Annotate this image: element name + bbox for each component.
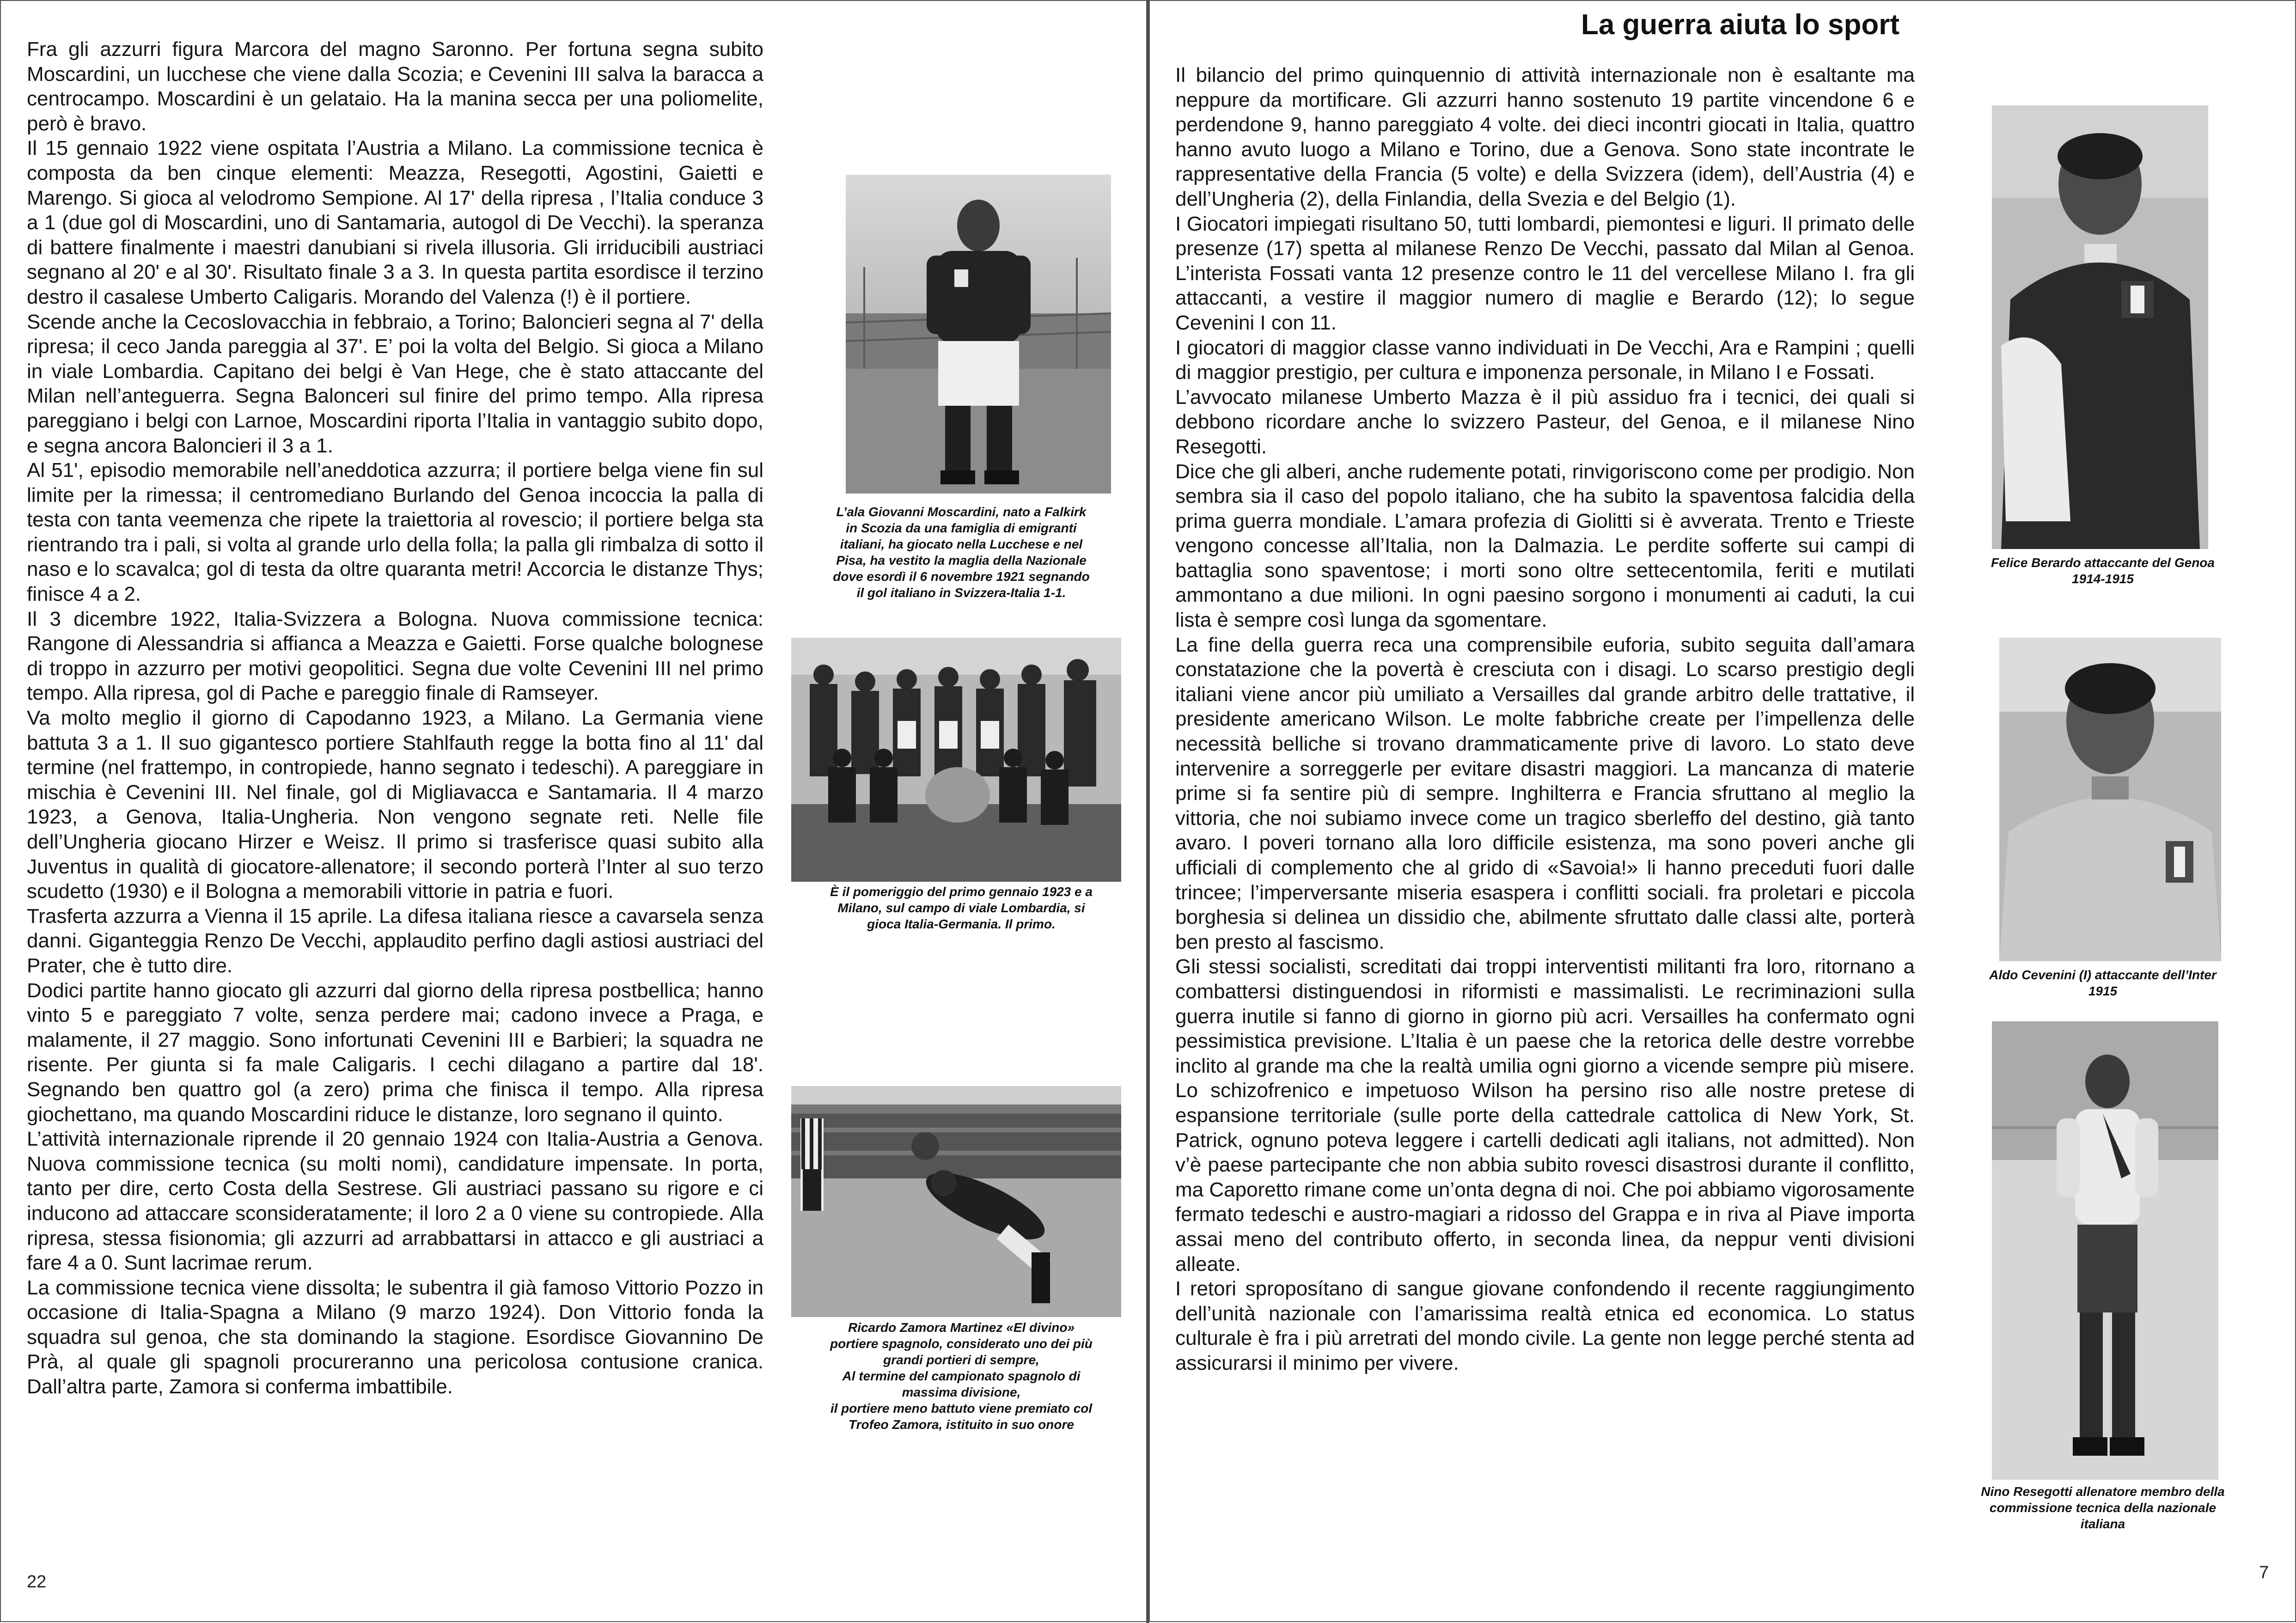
caption-line: Nino Resegotti allenatore membro della <box>1981 1484 2225 1499</box>
caption-line: Pisa, ha vestito la maglia della Nazionale <box>836 553 1087 567</box>
paragraph: Scende anche la Cecoslovacchia in febbraio, a Torino; Baloncieri segna al 7' della ripresa; il ceco Janda pareggia al 37'. E’ poi la volta del Belgio. Si gioca a Milano in viale Lombardia. Capitano dei belgi è Van Hege, che è stato attaccante del Milan nell’anteguerra. Segna Balonceri sul finire del primo tempo. Alla ripresa pareggiano i belgi con Larnoe, Moscardini riporta l’Italia in vantaggio subito dopo, e segna ancora Baloncieri il 3 a 1. <box>27 310 763 457</box>
moscardini-caption <box>781 504 1142 601</box>
moscardini-photo <box>846 175 1111 494</box>
zamora-caption <box>781 1319 1142 1433</box>
paragraph: I retori sproposítano di sangue giovane confondendo il recente raggiungimento dell’unità nazionale con l’amarissima realtà etnica ed economica. Lo status culturale è fra i più arretrati del mondo civile. La gente non legge perché stenta ad assicurarsi il minimo per vivere. <box>1175 1277 1915 1374</box>
caption-line: Milano, sul campo di viale Lombardia, si <box>837 901 1085 915</box>
paragraph: Al 51', episodio memorabile nell’aneddotica azzurra; il portiere belga viene fin sul limite per la rimessa; il centromediano Burlando del Genoa incoccia la palla di testa con tanta veemenza che ripete la traiettoria al rovescio; il portiere belga sta rientrando tra i pali, si volta al grande urlo della folla; la palla gli rimbalza di sotto il naso e lo scavalca; gol di testa da oltre quaranta metri! Accorcia le distanze Thys; finisce 4 a 2. <box>27 459 763 606</box>
caption-line: È il pomeriggio del primo gennaio 1923 e a <box>830 885 1093 899</box>
caption-line: Felice Berardo attaccante del Genoa <box>1991 555 2215 570</box>
berardo-caption <box>1932 555 2274 587</box>
paragraph: I giocatori di maggior classe vanno individuati in De Vecchi, Ara e Rampini ; quelli di maggior prestigio, per cultura e imponenza personale, in Milano I e Fossati. <box>1175 336 1915 384</box>
paragraph: La fine della guerra reca una comprensibile euforia, subito seguita dall’amara constatazione che la povertà è cresciuta con i disagi. Lo scarso prestigio degli italiani viene ancor più umiliato a Versailles dal grande arbitro delle trattative, il presidente americano Wilson. Le molte fabbriche create per l’impellenza delle necessità belliche si trovano drammaticamente prive di lavoro. Lo stato deve intervenire a sorreggerle per evitare disastri maggiori. La mancanza di materie prime si fa sentire più di sempre. Inghilterra e Francia sfruttano al meglio la vittoria, che noi subiamo invece come un tragico sberleffo del destino, già tanto avaro. I poveri tornano alla loro difficile esistenza, ma sono poveri anche gli ufficiali di complemento che al grido di «Savoia!» li hanno preceduti fuori dalle trincee; l’imperversante miseria esaspera i conflitti sociali. fra proletari e piccola borghesia si delinea un dissidio che, abilmente sfruttato dalle classi alte, porterà ben presto al fascismo. <box>1175 633 1915 953</box>
caption-line: italiana <box>2080 1517 2125 1531</box>
caption-line: in Scozia da una famiglia di emigranti <box>846 521 1077 535</box>
caption-line: massima divisione, <box>902 1385 1021 1399</box>
caption-line: commissione tecnica della nazionale <box>1989 1501 2217 1515</box>
paragraph: Trasferta azzurra a Vienna il 15 aprile. La difesa italiana riesce a cavarsela senza danni. Giganteggia Renzo De Vecchi, applaudito perfino dagli astiosi austriaci del Prater, che è tutto dire. <box>27 904 763 977</box>
paragraph: Va molto meglio il giorno di Capodanno 1923, a Milano. La Germania viene battuta 3 a 1. Il suo gigantesco portiere Stahlfauth regge la botta fino al 11' dal termine (nel frattempo, in contropiede, hanno segnato i tedeschi). A pareggiare in mischia è Cevenini III. Nel finale, gol di Migliavacca e Santamaria. Il 4 marzo 1923, a Genova, Italia-Ungheria. Non vengono segnate reti. Nelle file dell’Ungheria giocano Hirzer e Weisz. Il primo si trasferisce quasi subito alla Juventus in qualità di giocatore-allenatore; il secondo porterà l’Inter al suo terzo scudetto (1930) e il Bologna a memorabili vittorie in patria e fuori. <box>27 707 763 903</box>
caption-line: Al termine del campionato spagnolo di <box>842 1369 1081 1383</box>
cevenini-caption <box>1932 967 2274 999</box>
caption-line: il portiere meno battuto viene premiato col <box>830 1401 1093 1416</box>
caption-line: Trofeo Zamora, istituito in suo onore <box>849 1417 1074 1432</box>
berardo-photo <box>1992 105 2208 549</box>
paragraph: Il bilancio del primo quinquennio di attività internazionale non è esaltante ma neppure da mortificare. Gli azzurri hanno sostenuto 19 partite vincendone 6 e perdendone 9, hanno pareggiato 4 volte. dei dieci incontri giocati in Italia, quattro hanno avuto luogo a Milano e Torino, due a Genova. Sono state incontrate le rappresentative della Francia (5 volte) e della Svizzera (idem), dell’Austria (4) e dell’Ungheria (2), della Finlandia, della Svezia e del Belgio (1). <box>1175 64 1915 210</box>
paragraph: Il 3 dicembre 1922, Italia-Svizzera a Bologna. Nuova commissione tecnica: Rangone di Alessandria si affianca a Meazza e Gaietti. Forse qualche bolognese di troppo in azzurro per motivi geopolitici. Segna due volte Cevenini III nel primo tempo. Alla ripresa, gol di Pache e pareggio finale di Ramseyer. <box>27 607 763 705</box>
resegotti-photo <box>1992 1021 2218 1480</box>
caption-line: 1915 <box>2088 984 2118 998</box>
caption-line: dove esordì il 6 novembre 1921 segnando <box>833 569 1090 584</box>
paragraph: La commissione tecnica viene dissolta; le subentra il già famoso Vittorio Pozzo in occasione di Italia-Spagna a Milano (9 marzo 1924). Don Vittorio fonda la squadra sul genoa, che sta dominando la stagione. Esordisce Giovannino De Prà, al quale gli spagnoli procureranno una pericolosa contusione cranica. Dall’altra parte, Zamora si conferma imbattibile. <box>27 1276 763 1398</box>
caption-line: Ricardo Zamora Martinez «El divino» <box>848 1320 1075 1335</box>
caption-line: il gol italiano in Svizzera-Italia 1-1. <box>856 586 1066 600</box>
cevenini-photo <box>1999 638 2221 961</box>
caption-line: 1914-1915 <box>2072 572 2134 586</box>
italia-germania-team-photo <box>791 638 1121 882</box>
zamora-photo <box>791 1086 1121 1317</box>
left-article-body <box>27 37 763 1399</box>
caption-line: L’ala Giovanni Moscardini, nato a Falkirk <box>836 505 1087 519</box>
page-number: 7 <box>2259 1563 2269 1582</box>
paragraph: L’avvocato milanese Umberto Mazza è il più assiduo fra i tecnici, dei quali si debbono ricordare anche lo svizzero Pasteur, del Genoa, e il milanese Nino Resegotti. <box>1175 385 1915 458</box>
caption-line: portiere spagnolo, considerato uno dei più <box>830 1336 1093 1351</box>
italia-germania-caption <box>781 884 1142 932</box>
paragraph: Dice che gli alberi, anche rudemente potati, rinvigoriscono come per prodigio. Non sembra sia il caso del popolo italiano, che ha subito la spaventosa falcidia della prima guerra mondiale. L’amara profezia di Giolitti si è avverata. Trento e Trieste vengono concesse all’Italia, non la Dalmazia. Le perdite sofferte sui campi di battaglia sono spaventose; i morti sono oltre settecentomila, feriti e mutilati ammontano a due milioni. In ogni paesino sorgono i monumenti ai caduti, la cui lista è sempre così lunga da sgomentare. <box>1175 460 1915 632</box>
caption-line: italiani, ha giocato nella Lucchese e nel <box>840 537 1083 551</box>
caption-line: gioca Italia-Germania. Il primo. <box>867 917 1056 931</box>
paragraph: L’attività internazionale riprende il 20 gennaio 1924 con Italia-Austria a Genova. Nuova commissione tecnica (su molti nomi), candidature impensate. In porta, tanto per dire, certo Costa della Sestrese. Gli austriaci passano su rigore e ci inducono ad attaccare sconsideratamente; il loro 2 a 0 viene su contropiede. Alla ripresa, stessa fisionomia; gli azzurri ad arrabbattarsi in attacco e gli austriaci a fare 4 a 0. Sunt lacrimae rerum. <box>27 1128 763 1275</box>
page-number: 22 <box>27 1572 47 1592</box>
caption-line: grandi portieri di sempre, <box>883 1353 1039 1367</box>
paragraph: Fra gli azzurri figura Marcora del magno Saronno. Per fortuna segna subito Moscardini, un lucchese che viene dalla Scozia; e Cevenini III salva la baracca a centrocampo. Moscardini è un gelataio. Ha la manina secca per una poliomelite, però è bravo. <box>27 38 763 135</box>
paragraph: Dodici partite hanno giocato gli azzurri dal giorno della ripresa postbellica; hanno vinto 5 e pareggiato 7 volte, senza perdere mai; cadono invece a Praga, e malamente, il 27 maggio. Sono infortunati Cevenini III e Barbieri; la squadra ne risente. Per giunta si fa male Caligaris. I cechi dilagano a partire dal 18'. Segnando ben quattro gol (a zero) prima che finisca il tempo. Alla ripresa giochettano, ma quando Moscardini riduce le distanze, loro segnano il quinto. <box>27 979 763 1126</box>
paragraph: Il 15 gennaio 1922 viene ospitata l’Austria a Milano. La commissione tecnica è composta da ben cinque elementi: Meazza, Resegotti, Agostini, Gaietti e Marengo. Si gioca al velodromo Sempione. Al 17' della ripresa , l’Italia conduce 3 a 1 (due gol di Moscardini, uno di Santamaria, autogol di De Vecchi). la speranza di battere finalmente i maestri danubiani si rivela illusoria. Gli irriducibili austriaci segnano al 20' e al 30'. Risultato finale 3 a 3. In questa partita esordisce il terzino destro il casalese Umberto Caligaris. Morando del Valenza (!) è il portiere. <box>27 137 763 308</box>
paragraph: I Giocatori impiegati risultano 50, tutti lombardi, piemontesi e liguri. Il primato delle presenze (17) spetta al milanese Renzo De Vecchi, passato dal Milan al Genoa. L’interista Fossati vanta 12 presenze contro le 11 del vercellese Milano I. fra gli attaccanti, a vestire il maggior numero di maglie e Berardo (12); lo segue Cevenini I con 11. <box>1175 212 1915 334</box>
right-article-body <box>1175 63 1915 1375</box>
paragraph: Gli stessi socialisti, screditati dai troppi interventisti militanti fra loro, ritornano a combattersi distinguendosi in riformisti e massimalisti. Le recriminazioni sulla guerra inutile si fanno di giorno in giorno più acri. Versailles ha confermato ogni pessimistica previsione. L’Italia è un paese che la retorica delle destre vorrebbe inclito al grande ma che la realtà umilia ogni giorno a vicende sempre più misere. Lo schizofrenico e impetuoso Wilson ha persino riso alle nostre pretese di espansione territoriale (sulle porte della cattedrale cattolica di New York, St. Patrick, ognuno poteva leggere i cartelli dedicati agli italians, not admitted). Non v’è paese partecipante che non abbia subito rovesci disastrosi durante il conflitto, ma Caporetto rimane come un’onta degna di noi. Che poi abbiamo vigorosamente fermato tedeschi e austro-magiari a ridosso del Grappa e in riva al Piave importa assai meno del contributo offerto, in seconda linea, da neppur venti divisioni alleate. <box>1175 955 1915 1275</box>
caption-line: Aldo Cevenini (I) attaccante dell’Inter <box>1989 968 2217 982</box>
resegotti-caption <box>1932 1483 2274 1532</box>
article-title: La guerra aiuta lo sport <box>1581 9 1899 41</box>
